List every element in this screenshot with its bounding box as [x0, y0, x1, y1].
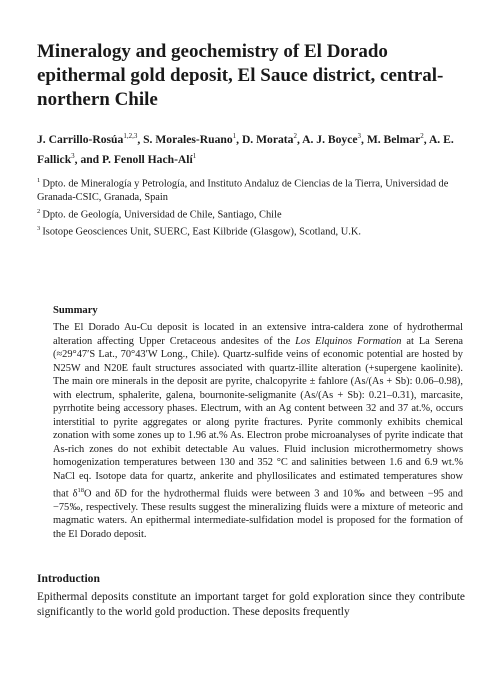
- author-name: A. E. Fallick: [37, 132, 454, 166]
- isotope-superscript: 18: [77, 486, 84, 494]
- summary-text: O and δD for the hydrothermal fluids were between 3 and 10‰ and between −95 and −75‰, respectively. These results suggest the mineralizing fluids were a mixture of meteoric and magmatic waters. An epithermal intermediate-sulfidation model is proposed for the formation of the El Dorado deposit.: [53, 488, 464, 540]
- author-name: D. Morata: [241, 132, 294, 146]
- author-affil-mark: 1: [232, 132, 237, 140]
- affiliation-mark: 2: [37, 207, 41, 215]
- author-name: P. Fenoll Hach-Alí: [102, 152, 193, 166]
- affiliation-text: Dpto. de Mineralogía y Petrología, and Instituto Andaluz de Ciencias de la Tierra, Universidad de Granada-CSIC, Granada, Spain: [37, 178, 449, 204]
- author-list: [37, 128, 467, 168]
- author-separator: , and: [74, 152, 103, 166]
- author-affil-mark: 1,2,3: [123, 132, 138, 140]
- author-name: A. J. Boyce: [302, 132, 358, 146]
- author-affil-mark: 3: [71, 151, 75, 160]
- affiliation-text: Isotope Geosciences Unit, SUERC, East Kilbride (Glasgow), Scotland, U.K.: [42, 226, 361, 238]
- summary-abstract: [53, 321, 463, 541]
- summary-heading: Summary: [53, 305, 98, 316]
- paper-title: Mineralogy and geochemistry of El Dorado epithermal gold deposit, El Sauce district, central-northern Chile: [37, 41, 444, 110]
- author-affil-mark: 1: [192, 151, 197, 160]
- affiliation-list: [37, 174, 477, 239]
- introduction-text: Epithermal deposits constitute an important target for gold exploration since they contribute significantly to the world gold production. These deposits frequently: [37, 591, 465, 618]
- introduction-heading: Introduction: [37, 572, 100, 585]
- author-affil-mark: 2: [420, 132, 424, 140]
- author-separator: ,: [236, 132, 242, 146]
- affiliation-mark: 3: [37, 224, 41, 232]
- author-separator: ,: [361, 132, 367, 146]
- author-separator: ,: [137, 132, 144, 146]
- author-name: M. Belmar: [366, 132, 421, 146]
- summary-text: at La Serena (≈29°47′S Lat., 70°43′W Long., Chile). Quartz-sulfide veins of economic potential are hosted by N25W and N20E fault structures associated with quartz-illite alteration (+supergene kaolinite). The main ore minerals in the deposit are pyrite, chalcopyrite ± fahlore (As/(As + Sb): 0.06–0.98), with electrum, sphalerite, galena, bournonite-seligmanite (As/(As + Sb): 0.21–0.31), marcasite, pyrrhotite being accessory phases. Electrum, with an Ag content between 32 and 37 at.%, occurs interstitial to pyrite aggregates or along pyrite fractures. Pyrite commonly exhibits chemical zonation with some zones up to 1.96 at.% As. Electron probe microanalyses of pyrite indicate that As-rich zones do not exhibit detectable Au values. Fluid inclusion microthermometry shows homogenization temperatures between 130 and 352 °C and salinities between 1.6 and 6.9 wt.% NaCl eq. Isotope data for quartz, ankerite and phyllosilicates and estimated temperatures show that δ: [53, 335, 464, 500]
- formation-name: Los Elquinos Formation: [295, 335, 402, 347]
- affiliation: [37, 222, 477, 239]
- affiliation-text: Dpto. de Geología, Universidad de Chile, Santiago, Chile: [42, 209, 282, 221]
- affiliation: [37, 174, 477, 205]
- author-name: J. Carrillo-Rosúa: [37, 132, 124, 146]
- affiliation: [37, 205, 477, 222]
- affiliation-mark: 1: [37, 177, 41, 184]
- summary-text: The El Dorado Au-Cu deposit is located in an extensive intra-caldera zone of hydrothermal alteration affecting Upper Cretaceous andesites of the: [53, 322, 463, 347]
- author-separator: ,: [296, 132, 303, 146]
- author-affil-mark: 3: [357, 132, 362, 140]
- author-separator: ,: [423, 132, 429, 146]
- author-name: S. Morales-Ruano: [143, 132, 233, 146]
- author-affil-mark: 2: [293, 132, 297, 140]
